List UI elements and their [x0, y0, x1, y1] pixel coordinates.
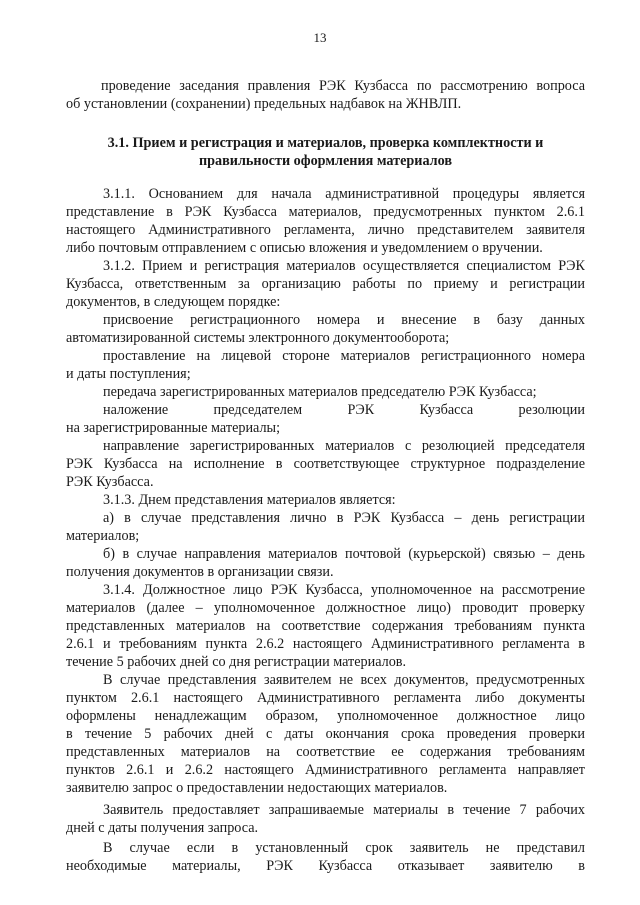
text-line: представленных материалов на соответствие содержания требованиям пункта — [66, 618, 585, 634]
text-line: Заявитель предоставляет запрашиваемые материалы в течение 7 рабочих — [103, 802, 585, 818]
text-line: РЭК Кузбасса. — [66, 474, 154, 490]
text-line: РЭК Кузбасса на исполнение в соответствующее структурное подразделение — [66, 456, 585, 472]
text-line: В случае если в установленный срок заявитель не представил — [103, 840, 585, 856]
text-line: направление зарегистрированных материалов с резолюцией председателя — [103, 438, 585, 454]
text-line: течение 5 рабочих дней со дня регистрации материалов. — [66, 654, 407, 670]
text-line: проставление на лицевой стороне материалов регистрационного номера — [103, 348, 585, 364]
text-line: и даты поступления; — [66, 366, 191, 382]
text-line: необходимые материалы, РЭК Кузбасса отказывает заявителю в — [66, 858, 585, 874]
section-heading: 3.1. Прием и регистрация и материалов, проверка комплектности и — [107, 135, 544, 151]
text-line: наложение председателем РЭК Кузбасса резолюции — [103, 402, 585, 418]
text-line: автоматизированной системы электронного документооборота; — [66, 330, 450, 346]
text-line: получения документов в организации связи. — [66, 564, 334, 580]
text-line: документов, в следующем порядке: — [66, 294, 281, 310]
text-line: присвоение регистрационного номера и внесение в базу данных — [103, 312, 585, 328]
text-line: пунктом 2.6.1 настоящего Административного регламента либо документы — [66, 690, 585, 706]
text-line: либо почтовым отправлением с описью вложения и уведомлением о вручении. — [66, 240, 543, 256]
text-line: Кузбасса, ответственным за организацию работы по приему и регистрации — [66, 276, 585, 292]
text-line: дней с даты получения запроса. — [66, 820, 259, 836]
text-line: в течение 5 рабочих дней с даты окончания срока проведения проверки — [66, 726, 585, 742]
text-line: оформлены ненадлежащим образом, уполномоченное должностное лицо — [66, 708, 585, 724]
text-line: 3.1.3. Днем представления материалов является: — [103, 492, 396, 508]
text-line: 3.1.2. Прием и регистрация материалов осуществляется специалистом РЭК — [103, 258, 585, 274]
text-line: материалов; — [66, 528, 140, 544]
text-line: передача зарегистрированных материалов председателю РЭК Кузбасса; — [103, 384, 537, 400]
text-line: 3.1.1. Основанием для начала административной процедуры является — [103, 186, 585, 202]
text-line: б) в случае направления материалов почтовой (курьерской) связью – день — [103, 546, 585, 562]
text-line: настоящего Административного регламента, лично представителем заявителя — [66, 222, 585, 238]
text-line: представленных материалов на соответствие ее содержания требованиям — [66, 744, 585, 760]
text-line: а) в случае представления лично в РЭК Кузбасса – день регистрации — [103, 510, 585, 526]
text-line: представление в РЭК Кузбасса материалов, предусмотренных пунктом 2.6.1 — [66, 204, 585, 220]
section-heading: правильности оформления материалов — [198, 153, 453, 169]
text-line: об установлении (сохранении) предельных надбавок на ЖНВЛП. — [66, 96, 462, 112]
text-line: проведение заседания правления РЭК Кузбасса по рассмотрению вопроса — [101, 78, 585, 94]
text-line: на зарегистрированные материалы; — [66, 420, 281, 436]
page-number: 13 — [313, 30, 327, 45]
text-line: 2.6.1 и требованиям пункта 2.6.2 настоящего Административного регламента в — [66, 636, 585, 652]
text-line: 3.1.4. Должностное лицо РЭК Кузбасса, уполномоченное на рассмотрение — [103, 582, 585, 598]
text-line: заявителю запрос о предоставлении недостающих материалов. — [66, 780, 448, 796]
text-line: пунктов 2.6.1 и 2.6.2 настоящего Административного регламента направляет — [66, 762, 585, 778]
text-line: В случае представления заявителем не всех документов, предусмотренных — [103, 672, 585, 688]
text-line: материалов (далее – уполномоченное должностное лицо) проводит проверку — [66, 600, 585, 616]
